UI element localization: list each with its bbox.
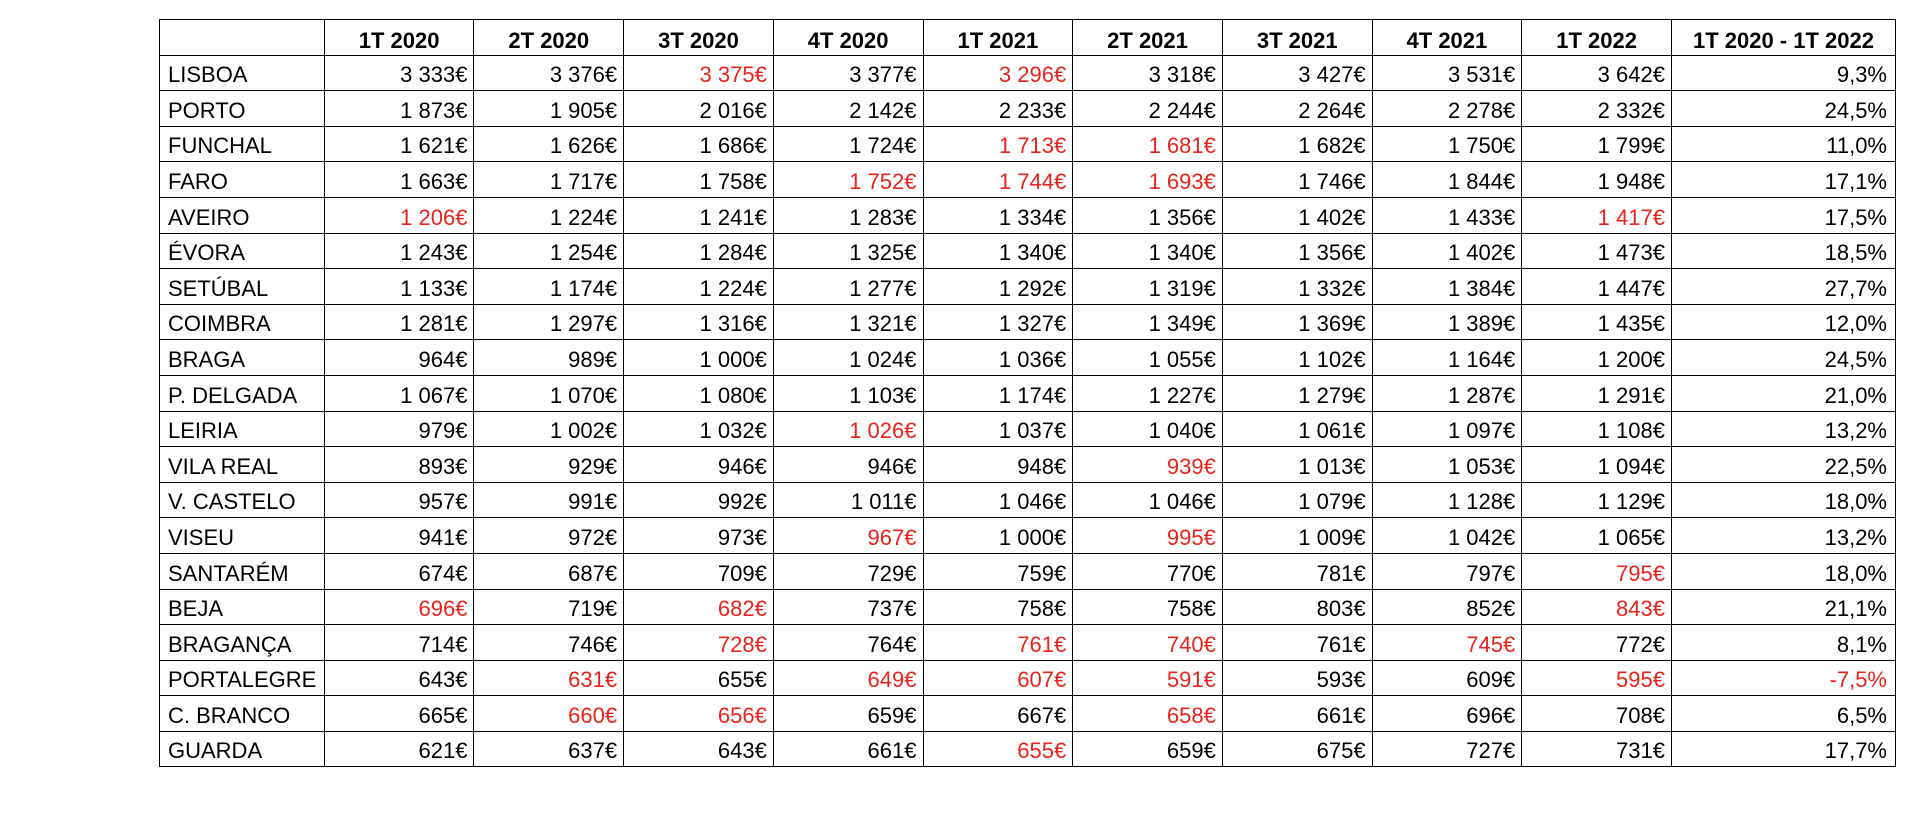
city-name-cell: VISEU [160,518,325,554]
price-cell: 1 224€ [624,269,774,305]
price-cell: 1 103€ [773,375,923,411]
table-header-row [160,20,1896,56]
price-cell: 973€ [624,518,774,554]
price-cell: 659€ [1073,731,1223,767]
price-cell: 893€ [324,447,474,483]
city-name-cell: PORTALEGRE [160,660,325,696]
change-percent-cell: 22,5% [1671,447,1895,483]
price-cell: 1 000€ [923,518,1073,554]
price-cell: 696€ [1372,696,1522,732]
price-cell: 967€ [773,518,923,554]
change-percent-cell: 17,5% [1671,197,1895,233]
price-cell: 1 693€ [1073,162,1223,198]
price-cell: 593€ [1222,660,1372,696]
price-cell: 1 325€ [773,233,923,269]
price-cell: 643€ [324,660,474,696]
table-row [160,731,1896,767]
price-cell: 1 356€ [1073,197,1223,233]
price-cell: 948€ [923,447,1073,483]
price-cell: 1 036€ [923,340,1073,376]
price-cell: 687€ [474,553,624,589]
price-cell: 1 799€ [1522,126,1672,162]
price-cell: 2 244€ [1073,91,1223,127]
price-cell: 1 713€ [923,126,1073,162]
change-percent-cell: 18,0% [1671,553,1895,589]
price-cell: 1 417€ [1522,197,1672,233]
price-cell: 655€ [624,660,774,696]
price-cell: 3 375€ [624,55,774,91]
price-cell: 659€ [773,696,923,732]
price-cell: 1 164€ [1372,340,1522,376]
price-cell: 797€ [1372,553,1522,589]
change-percent-cell: 13,2% [1671,411,1895,447]
table-row [160,411,1896,447]
price-cell: 727€ [1372,731,1522,767]
price-cell: 661€ [773,731,923,767]
price-cell: 729€ [773,553,923,589]
price-cell: 1 009€ [1222,518,1372,554]
table-row [160,553,1896,589]
price-cell: 1 663€ [324,162,474,198]
table-row [160,447,1896,483]
price-cell: 1 206€ [324,197,474,233]
city-name-cell: COIMBRA [160,304,325,340]
price-cell: 1 079€ [1222,482,1372,518]
price-cell: 1 000€ [624,340,774,376]
price-cell: 1 752€ [773,162,923,198]
city-name-cell: FUNCHAL [160,126,325,162]
price-cell: 1 227€ [1073,375,1223,411]
price-cell: 1 243€ [324,233,474,269]
city-name-cell: SANTARÉM [160,553,325,589]
price-cell: 631€ [474,660,624,696]
column-header: 2T 2020 [474,20,624,56]
table-row [160,482,1896,518]
price-cell: 649€ [773,660,923,696]
change-percent-cell: 17,1% [1671,162,1895,198]
price-cell: 675€ [1222,731,1372,767]
change-percent-cell: 12,0% [1671,304,1895,340]
price-cell: 764€ [773,625,923,661]
price-cell: 2 142€ [773,91,923,127]
price-cell: 989€ [474,340,624,376]
column-header: 3T 2021 [1222,20,1372,56]
change-percent-cell: 18,0% [1671,482,1895,518]
price-cell: 1 026€ [773,411,923,447]
price-cell: 1 327€ [923,304,1073,340]
price-cell: 1 241€ [624,197,774,233]
table-row [160,518,1896,554]
change-percent-cell: 8,1% [1671,625,1895,661]
price-cell: 1 055€ [1073,340,1223,376]
price-cell: 746€ [474,625,624,661]
price-cell: 1 758€ [624,162,774,198]
table-row [160,340,1896,376]
change-percent-cell: 21,1% [1671,589,1895,625]
price-cell: 595€ [1522,660,1672,696]
price-cell: 1 626€ [474,126,624,162]
price-cell: 1 686€ [624,126,774,162]
price-cell: 643€ [624,731,774,767]
price-cell: 637€ [474,731,624,767]
price-cell: 1 284€ [624,233,774,269]
price-cell: 655€ [923,731,1073,767]
table-row [160,55,1896,91]
price-cell: 1 724€ [773,126,923,162]
price-cell: 759€ [923,553,1073,589]
price-cell: 1 717€ [474,162,624,198]
price-cell: 1 094€ [1522,447,1672,483]
price-cell: 946€ [624,447,774,483]
price-cell: 964€ [324,340,474,376]
price-cell: 1 844€ [1372,162,1522,198]
price-cell: 795€ [1522,553,1672,589]
city-name-cell: GUARDA [160,731,325,767]
table-row [160,197,1896,233]
price-cell: 1 389€ [1372,304,1522,340]
column-header: 2T 2021 [1073,20,1223,56]
price-cell: 3 376€ [474,55,624,91]
price-cell: 1 046€ [1073,482,1223,518]
change-percent-cell: 6,5% [1671,696,1895,732]
price-cell: 803€ [1222,589,1372,625]
price-cell: 758€ [1073,589,1223,625]
price-cell: 1 080€ [624,375,774,411]
price-cell: 1 291€ [1522,375,1672,411]
price-cell: 1 046€ [923,482,1073,518]
price-cell: 1 384€ [1372,269,1522,305]
price-cell: 2 278€ [1372,91,1522,127]
price-cell: 2 016€ [624,91,774,127]
price-cell: 1 321€ [773,304,923,340]
price-cell: 621€ [324,731,474,767]
city-name-cell: PORTO [160,91,325,127]
price-cell: 1 340€ [1073,233,1223,269]
price-cell: 665€ [324,696,474,732]
table-row [160,304,1896,340]
price-cell: 3 296€ [923,55,1073,91]
price-cell: 1 277€ [773,269,923,305]
price-cell: 758€ [923,589,1073,625]
price-cell: 1 065€ [1522,518,1672,554]
price-cell: 1 200€ [1522,340,1672,376]
price-cell: 957€ [324,482,474,518]
price-cell: 3 642€ [1522,55,1672,91]
table-row [160,375,1896,411]
table-row [160,589,1896,625]
price-cell: 3 377€ [773,55,923,91]
change-percent-cell: 18,5% [1671,233,1895,269]
table-row [160,162,1896,198]
price-cell: 1 369€ [1222,304,1372,340]
city-name-cell: P. DELGADA [160,375,325,411]
price-cell: 1 102€ [1222,340,1372,376]
city-name-cell: BRAGA [160,340,325,376]
price-cell: 2 264€ [1222,91,1372,127]
price-cell: 1 254€ [474,233,624,269]
change-percent-cell: -7,5% [1671,660,1895,696]
price-cell: 674€ [324,553,474,589]
price-cell: 1 224€ [474,197,624,233]
price-cell: 939€ [1073,447,1223,483]
column-header: 4T 2020 [773,20,923,56]
price-cell: 1 297€ [474,304,624,340]
price-cell: 772€ [1522,625,1672,661]
price-cell: 1 287€ [1372,375,1522,411]
price-cell: 1 042€ [1372,518,1522,554]
price-cell: 1 061€ [1222,411,1372,447]
price-cell: 1 750€ [1372,126,1522,162]
price-cell: 1 024€ [773,340,923,376]
price-cell: 979€ [324,411,474,447]
price-cell: 852€ [1372,589,1522,625]
price-cell: 770€ [1073,553,1223,589]
price-cell: 656€ [624,696,774,732]
price-cell: 1 002€ [474,411,624,447]
change-percent-cell: 17,7% [1671,731,1895,767]
price-cell: 1 340€ [923,233,1073,269]
price-cell: 1 011€ [773,482,923,518]
change-percent-cell: 11,0% [1671,126,1895,162]
price-cell: 1 682€ [1222,126,1372,162]
price-cell: 731€ [1522,731,1672,767]
change-percent-cell: 21,0% [1671,375,1895,411]
price-cell: 591€ [1073,660,1223,696]
change-percent-cell: 27,7% [1671,269,1895,305]
price-cell: 609€ [1372,660,1522,696]
change-percent-cell: 9,3% [1671,55,1895,91]
city-name-cell: SETÚBAL [160,269,325,305]
column-header: 1T 2020 [324,20,474,56]
column-header: 1T 2020 - 1T 2022 [1671,20,1895,56]
price-cell: 941€ [324,518,474,554]
price-cell: 1 040€ [1073,411,1223,447]
price-cell: 1 013€ [1222,447,1372,483]
price-cell: 1 037€ [923,411,1073,447]
price-cell: 946€ [773,447,923,483]
price-cell: 781€ [1222,553,1372,589]
price-cell: 1 053€ [1372,447,1522,483]
price-cell: 696€ [324,589,474,625]
header-corner-cell [160,20,325,56]
table-row [160,696,1896,732]
table-row [160,126,1896,162]
city-name-cell: AVEIRO [160,197,325,233]
price-cell: 719€ [474,589,624,625]
price-cell: 1 435€ [1522,304,1672,340]
price-cell: 1 447€ [1522,269,1672,305]
change-percent-cell: 13,2% [1671,518,1895,554]
column-header: 3T 2020 [624,20,774,56]
price-cell: 1 097€ [1372,411,1522,447]
price-cell: 1 332€ [1222,269,1372,305]
price-cell: 745€ [1372,625,1522,661]
price-cell: 843€ [1522,589,1672,625]
price-cell: 1 873€ [324,91,474,127]
table-row [160,660,1896,696]
price-cell: 1 283€ [773,197,923,233]
price-cell: 607€ [923,660,1073,696]
price-cell: 1 621€ [324,126,474,162]
price-cell: 709€ [624,553,774,589]
price-cell: 1 681€ [1073,126,1223,162]
price-cell: 3 531€ [1372,55,1522,91]
price-cell: 1 279€ [1222,375,1372,411]
price-cell: 740€ [1073,625,1223,661]
price-cell: 1 174€ [923,375,1073,411]
table-body [160,55,1896,767]
column-header: 1T 2022 [1522,20,1672,56]
price-cell: 972€ [474,518,624,554]
price-cell: 1 316€ [624,304,774,340]
price-cell: 1 133€ [324,269,474,305]
price-cell: 995€ [1073,518,1223,554]
price-cell: 1 129€ [1522,482,1672,518]
price-cell: 660€ [474,696,624,732]
table-row [160,233,1896,269]
rent-price-table [159,19,1896,767]
price-cell: 761€ [923,625,1073,661]
price-cell: 1 032€ [624,411,774,447]
city-name-cell: LEIRIA [160,411,325,447]
price-cell: 992€ [624,482,774,518]
price-cell: 2 233€ [923,91,1073,127]
price-cell: 1 744€ [923,162,1073,198]
price-cell: 682€ [624,589,774,625]
price-cell: 1 281€ [324,304,474,340]
price-cell: 661€ [1222,696,1372,732]
price-cell: 714€ [324,625,474,661]
city-name-cell: BRAGANÇA [160,625,325,661]
price-cell: 1 067€ [324,375,474,411]
price-cell: 929€ [474,447,624,483]
city-name-cell: V. CASTELO [160,482,325,518]
price-cell: 1 070€ [474,375,624,411]
price-cell: 1 334€ [923,197,1073,233]
change-percent-cell: 24,5% [1671,91,1895,127]
price-cell: 991€ [474,482,624,518]
price-cell: 667€ [923,696,1073,732]
city-name-cell: ÉVORA [160,233,325,269]
price-cell: 1 402€ [1222,197,1372,233]
price-cell: 1 108€ [1522,411,1672,447]
price-cell: 1 174€ [474,269,624,305]
price-cell: 1 746€ [1222,162,1372,198]
column-header: 4T 2021 [1372,20,1522,56]
price-cell: 2 332€ [1522,91,1672,127]
price-cell: 3 318€ [1073,55,1223,91]
city-name-cell: FARO [160,162,325,198]
change-percent-cell: 24,5% [1671,340,1895,376]
price-cell: 1 473€ [1522,233,1672,269]
price-cell: 3 427€ [1222,55,1372,91]
price-cell: 1 948€ [1522,162,1672,198]
city-name-cell: LISBOA [160,55,325,91]
city-name-cell: BEJA [160,589,325,625]
price-cell: 1 128€ [1372,482,1522,518]
price-cell: 1 433€ [1372,197,1522,233]
price-cell: 3 333€ [324,55,474,91]
city-name-cell: VILA REAL [160,447,325,483]
price-cell: 658€ [1073,696,1223,732]
price-cell: 1 292€ [923,269,1073,305]
price-cell: 761€ [1222,625,1372,661]
price-cell: 1 402€ [1372,233,1522,269]
price-cell: 1 905€ [474,91,624,127]
price-cell: 728€ [624,625,774,661]
price-cell: 708€ [1522,696,1672,732]
price-cell: 1 349€ [1073,304,1223,340]
table-row [160,269,1896,305]
price-cell: 737€ [773,589,923,625]
table-row [160,91,1896,127]
price-cell: 1 319€ [1073,269,1223,305]
table-row [160,625,1896,661]
city-name-cell: C. BRANCO [160,696,325,732]
column-header: 1T 2021 [923,20,1073,56]
price-cell: 1 356€ [1222,233,1372,269]
